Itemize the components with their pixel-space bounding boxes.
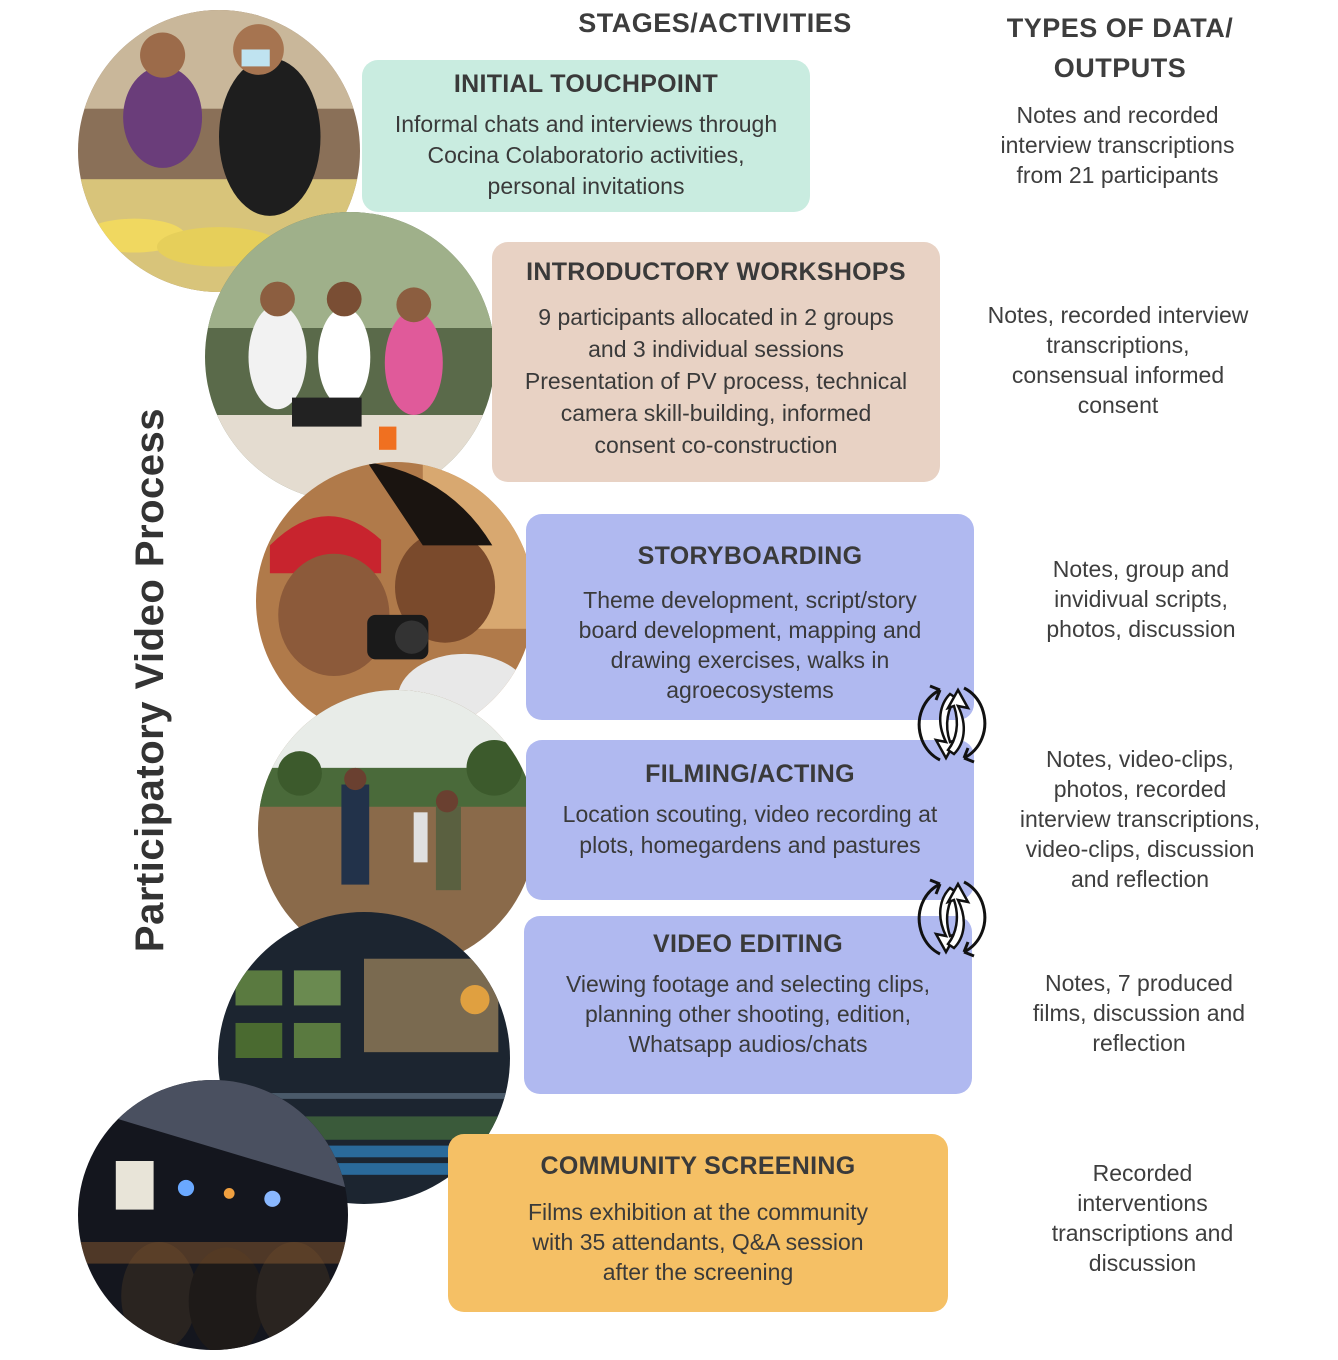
stage-title: INITIAL TOUCHPOINT: [453, 70, 719, 98]
output-initial-touchpoint: [975, 100, 1260, 190]
stage-line: 9 participants allocated in 2 groups: [538, 304, 894, 330]
stage-line: Theme development, script/story: [583, 587, 917, 613]
output-line: Notes, group and: [1052, 556, 1230, 582]
stage-line: and 3 individual sessions: [588, 336, 844, 362]
stage-line: agroecosystems: [666, 677, 834, 703]
stage-line: Cocina Colaboratorio activities,: [427, 142, 745, 168]
stage-line: consent co-construction: [594, 432, 838, 458]
output-line: and reflection: [1070, 866, 1210, 892]
stage-line: Whatsapp audios/chats: [628, 1031, 868, 1057]
output-storyboarding: [1010, 554, 1272, 644]
output-line: Notes and recorded: [1016, 102, 1219, 128]
output-line: consent: [1077, 392, 1159, 418]
stage-line: Films exhibition at the community: [527, 1199, 868, 1225]
stages-header: STAGES/ACTIVITIES: [578, 8, 852, 38]
output-line: interview transcriptions,: [1019, 806, 1261, 832]
stage-line: camera skill-building, informed: [560, 400, 872, 426]
stage-line: plots, homegardens and pastures: [579, 832, 921, 858]
output-introductory-workshops: [962, 300, 1274, 420]
stage-title: COMMUNITY SCREENING: [540, 1152, 856, 1180]
output-line: transcriptions,: [1046, 332, 1190, 358]
photo-night-screening: [78, 1080, 348, 1350]
stage-title: FILMING/ACTING: [645, 760, 855, 788]
output-line: films, discussion and: [1032, 1000, 1246, 1026]
stage-line: planning other shooting, edition,: [584, 1001, 912, 1027]
stage-line: Viewing footage and selecting clips,: [566, 971, 930, 997]
outputs-header-line1: TYPES OF DATA/: [1006, 13, 1234, 43]
output-video-editing: [1005, 968, 1273, 1058]
refresh-cycle-icon: [906, 872, 998, 964]
output-line: transcriptions and: [1051, 1220, 1234, 1246]
process-side-title: Participatory Video Process: [128, 407, 172, 953]
refresh-cycle-icon: [906, 678, 998, 770]
output-line: Notes, 7 produced: [1045, 970, 1233, 996]
stage-line: Location scouting, video recording at: [562, 801, 938, 827]
stage-line: board development, mapping and: [578, 617, 922, 643]
stage-box-video-editing: [524, 916, 972, 1094]
output-line: invidivual scripts,: [1054, 586, 1228, 612]
output-line: from 21 participants: [1016, 162, 1219, 188]
stage-line: personal invitations: [487, 173, 685, 199]
stage-line: Informal chats and interviews through: [394, 111, 778, 137]
stage-line: with 35 attendants, Q&A session: [532, 1229, 864, 1255]
stage-title: VIDEO EDITING: [652, 930, 844, 958]
output-filming-acting: [990, 744, 1290, 894]
stage-line: drawing exercises, walks in: [610, 647, 890, 673]
output-line: interview transcriptions: [1000, 132, 1235, 158]
stage-line: Presentation of PV process, technical: [524, 368, 908, 394]
stage-title: STORYBOARDING: [637, 542, 863, 570]
output-line: Notes, recorded interview: [987, 302, 1249, 328]
output-line: Recorded: [1092, 1160, 1193, 1186]
stage-title: INTRODUCTORY WORKSHOPS: [526, 258, 906, 286]
output-line: discussion: [1088, 1250, 1197, 1276]
outputs-header: [980, 8, 1260, 88]
outputs-header-line2: OUTPUTS: [1053, 53, 1187, 83]
output-line: video-clips, discussion: [1025, 836, 1255, 862]
stage-box-introductory-workshops: [492, 242, 940, 482]
stage-box-initial-touchpoint: [362, 60, 810, 212]
stage-box-community-screening: [448, 1134, 948, 1312]
output-line: interventions: [1077, 1190, 1208, 1216]
output-line: photos, discussion: [1046, 616, 1236, 642]
output-line: photos, recorded: [1053, 776, 1227, 802]
output-line: Notes, video-clips,: [1046, 746, 1234, 772]
photo-workshop-group: [205, 212, 495, 502]
output-line: reflection: [1092, 1030, 1186, 1056]
output-community-screening: [1010, 1158, 1275, 1278]
stage-line: after the screening: [602, 1259, 794, 1285]
output-line: consensual informed: [1011, 362, 1225, 388]
